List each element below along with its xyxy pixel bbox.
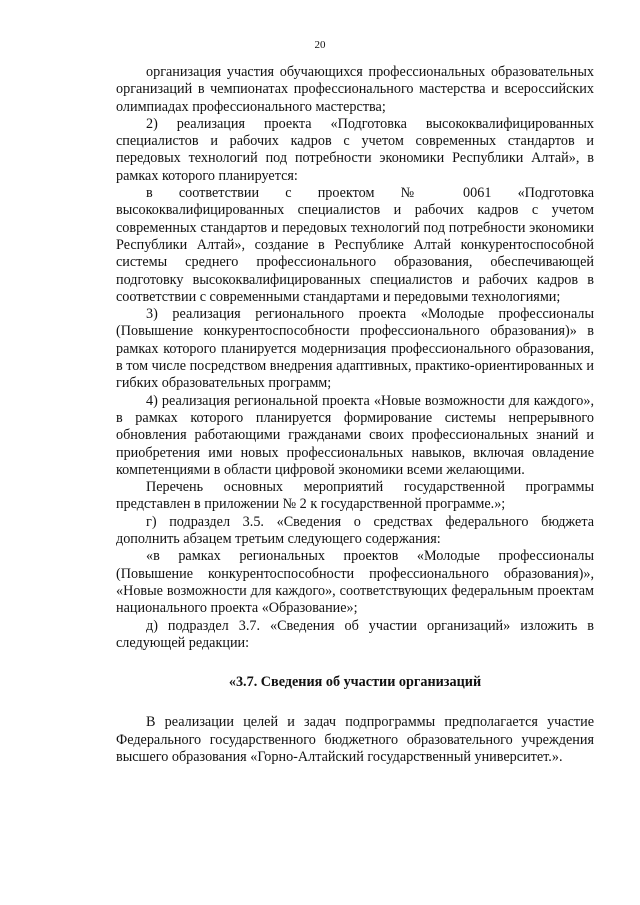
paragraph-subsection-g: г) подраздел 3.5. «Сведения о средствах федерального бюджета дополнить абзацем третьим следующего содержания:	[116, 513, 594, 548]
paragraph-activities-list: Перечень основных мероприятий государственной программы представлен в приложении № 2 к государственной программе.»;	[116, 479, 594, 513]
paragraph-item-2: 2) реализация проекта «Подготовка высококвалифицированных специалистов и рабочих кадров с учетом современных стандартов и передовых технологий под потребности экономики Республики Алтай», в рамках которого планируется:	[116, 115, 594, 184]
page-number: 20	[314, 39, 326, 51]
section-heading: «3.7. Сведения об участии организаций	[228, 674, 482, 691]
paragraph-project-0061: в соответствии с проектом № 0061 «Подготовка высококвалифицированных специалистов и рабочих кадров с учетом современных стандартов и передовых технологий под потребности экономики Республики Алтай», создание в Республике Алтай конкурентоспособной системы среднего профессионального образования, обеспечивающей подготовку высококвалифицированных специалистов и рабочих кадров в соответствии с современными стандартами и передовыми технологиями;	[116, 185, 594, 305]
paragraph-quote-regional-projects: «в рамках региональных проектов «Молодые профессионалы (Повышение конкурентоспособности профессионального образования)», «Новые возможности для каждого», соответствующих федеральным проектам национального проекта «Образование»;	[116, 548, 594, 617]
paragraph-subsection-d: д) подраздел 3.7. «Сведения об участии организаций» изложить в следующей редакции:	[116, 617, 594, 651]
document-body	[116, 64, 594, 766]
paragraph-item-4: 4) реализация региональной проекта «Новые возможности для каждого», в рамках которого планируется формирование системы непрерывного обновления работающими гражданами своих профессиональных знаний и приобретения ими новых профессиональных навыков, включая овладение компетенциями в области цифровой экономики всеми желающими.	[116, 392, 594, 478]
paragraph-item-3: 3) реализация регионального проекта «Молодые профессионалы (Повышение конкурентоспособности профессионального образования)» в рамках которого планируется модернизация профессионального образования, в том числе посредством внедрения адаптивных, практико-ориентированных и гибких образовательных программ;	[116, 306, 594, 392]
paragraph-continuation: организация участия обучающихся профессиональных образовательных организаций в чемпионатах профессионального мастерства и всероссийских олимпиадах профессионального мастерства;	[116, 64, 594, 115]
paragraph-final: В реализации целей и задач подпрограммы предполагается участие Федерального государственного бюджетного образовательного учреждения высшего образования «Горно-Алтайский государственный университет.».	[116, 714, 594, 765]
